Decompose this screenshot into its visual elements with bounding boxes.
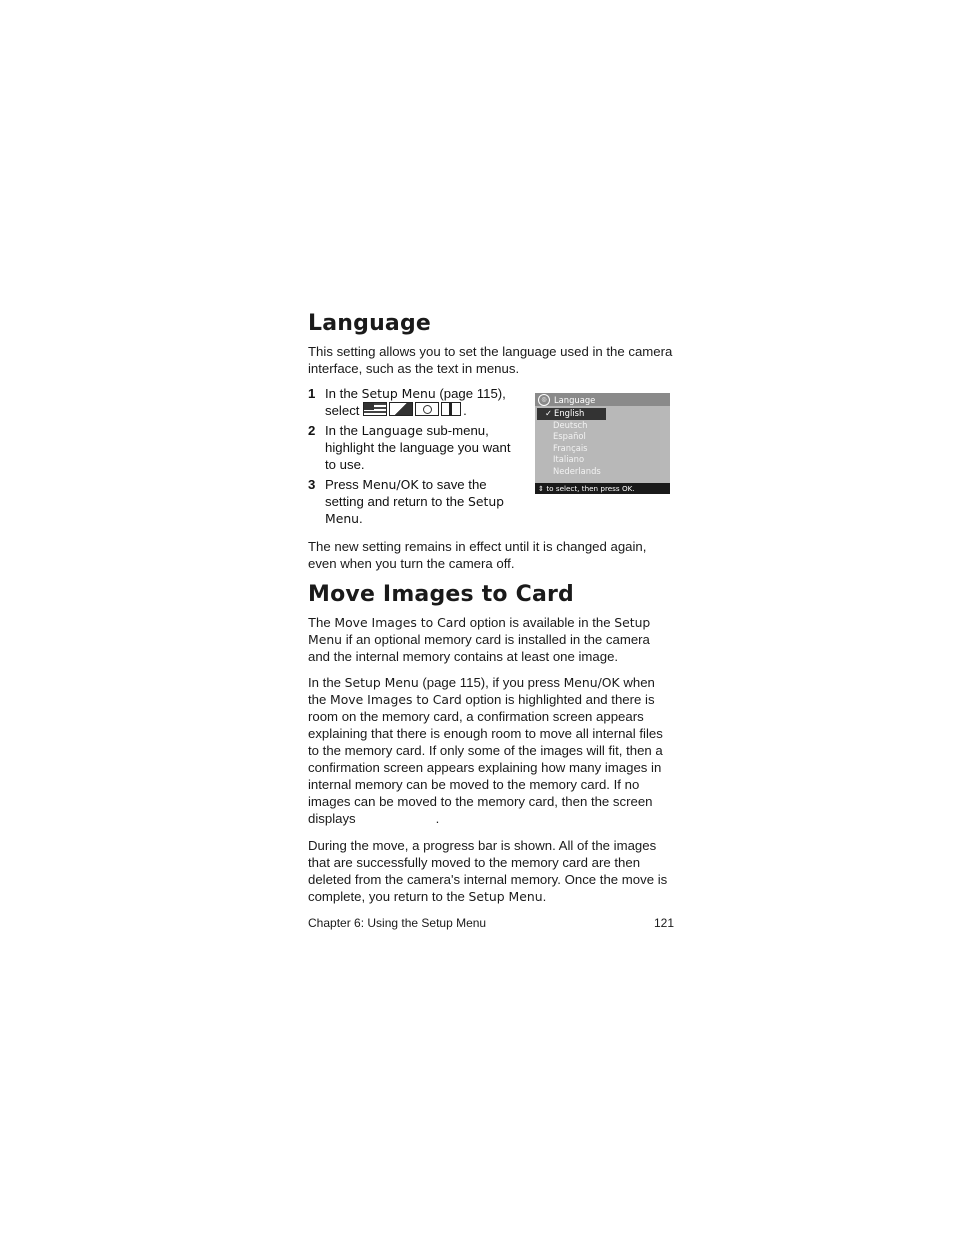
language-option[interactable]: Nederlands: [553, 465, 601, 476]
page-number: 121: [653, 916, 674, 930]
us-flag-icon: [363, 402, 387, 416]
language-steps: [308, 385, 523, 530]
step-1: [308, 385, 523, 419]
jp-flag-icon: [415, 402, 439, 416]
screen-title-bar: [535, 393, 670, 406]
page-footer: [308, 916, 674, 930]
step-number: 3: [308, 477, 316, 492]
step-number: 2: [308, 423, 316, 438]
language-intro: This setting allows you to set the language used in the camera interface, such as the text in menus.: [308, 344, 673, 376]
move-images-para-2: In the Setup Menu (page 115), if you press Menu/OK when the Move Images to Card option is highlighted and there is room on the memory card, a confirmation screen appears explaining that there is enough room to move all internal files to the memory card. If only some of the images will fit, then a confirmation screen appears explaining how many images in internal memory can be moved to the memory card. If no images can be moved to the memory card, then the screen displays .: [308, 675, 663, 826]
language-flag-icon: [441, 402, 461, 416]
move-images-heading: Move Images to Card: [308, 582, 574, 607]
step-text: Press Menu/OK to save the setting and return to the Setup Menu.: [325, 477, 505, 526]
check-icon: ✓: [545, 408, 553, 418]
language-heading: Language: [308, 311, 432, 336]
globe-icon: ◎: [538, 394, 550, 406]
up-down-arrows-icon: ⇕: [538, 484, 545, 493]
move-images-para-3: During the move, a progress bar is shown. All of the images that are successfully moved to the memory card are then deleted from the camera's internal memory. Once the move is complete, you return to the Setup Menu.: [308, 838, 668, 904]
language-option-selected[interactable]: ✓ English: [537, 408, 606, 420]
screen-title: Language: [554, 394, 596, 405]
language-list: [535, 406, 670, 478]
step-number: 1: [308, 386, 316, 401]
language-after-note: The new setting remains in effect until it is changed again, even when you turn the camera off.: [308, 539, 647, 571]
chapter-title: Chapter 6: Using the Setup Menu: [308, 916, 487, 930]
camera-language-screen: [535, 393, 670, 494]
step-text: In the Setup Menu (page 115), select .: [325, 386, 506, 418]
language-option[interactable]: Deutsch: [553, 419, 588, 430]
step-2: [308, 422, 523, 473]
screen-hint-bar: [535, 483, 670, 494]
step-text: In the Language sub-menu, highlight the language you want to use.: [325, 423, 511, 472]
step-3: [308, 476, 523, 527]
language-option[interactable]: Français: [553, 442, 588, 453]
language-option[interactable]: Español: [553, 431, 586, 442]
move-images-para-1: The Move Images to Card option is available in the Setup Menu if an optional memory card is installed in the camera and the internal memory contains at least one image.: [308, 615, 651, 664]
language-option[interactable]: Italiano: [553, 454, 585, 465]
eu-flag-icon: [389, 402, 413, 416]
screen-hint-text: to select, then press OK.: [546, 484, 635, 493]
